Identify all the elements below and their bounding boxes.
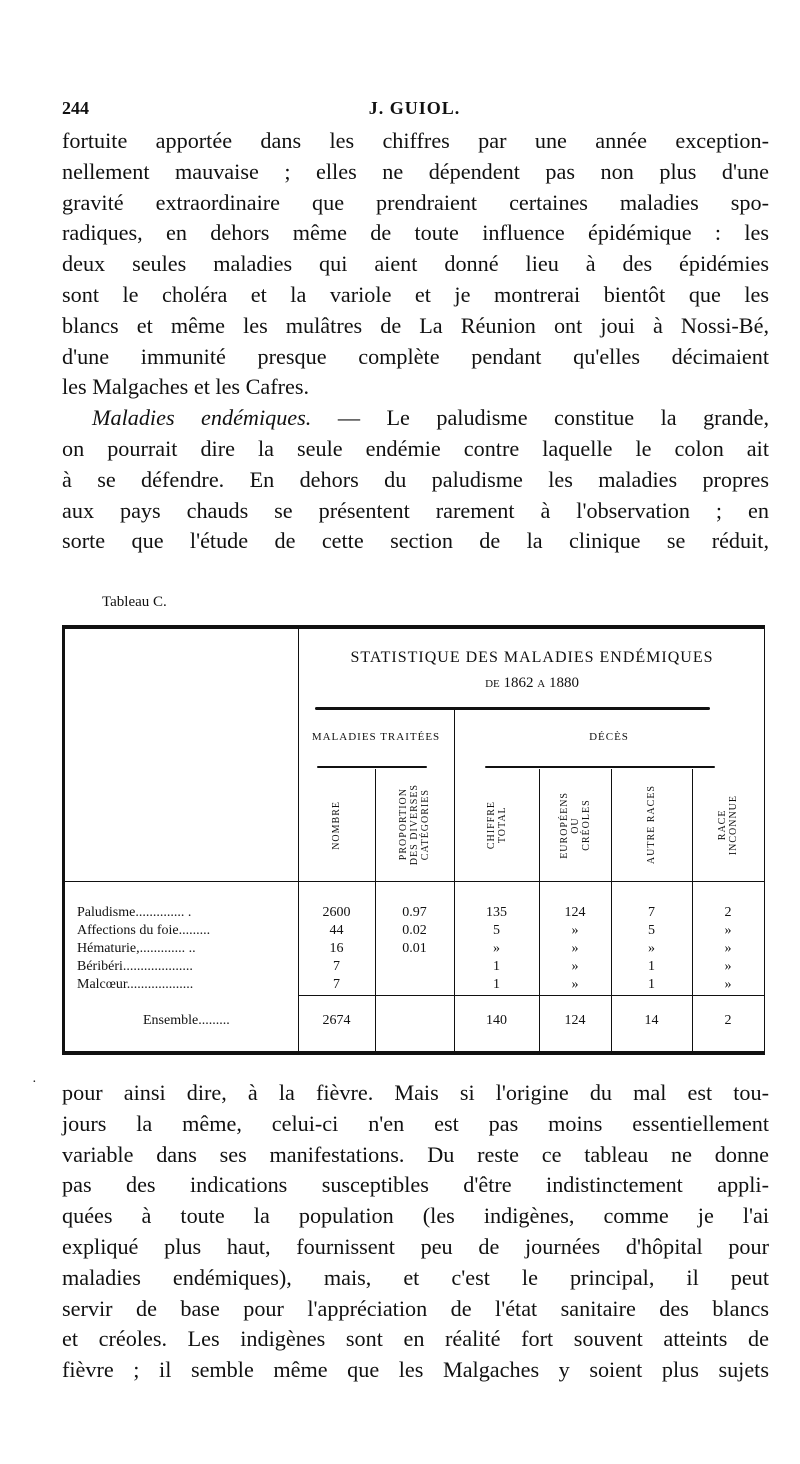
cell: 7 xyxy=(648,905,655,920)
row-label: Béribéri.................... xyxy=(77,959,193,974)
row-label: Malcœur................... xyxy=(77,977,194,992)
text-line: et créoles. Les indigènes sont en réalité fort souvent atteints de xyxy=(62,1326,769,1352)
cell: 1 xyxy=(493,977,500,992)
text-line: à se défendre. En dehors du paludisme les maladies propres xyxy=(62,466,769,492)
page-number: 244 xyxy=(62,98,89,118)
cell: » xyxy=(724,977,732,992)
row-label: Ensemble......... xyxy=(143,1013,230,1028)
cell: » xyxy=(724,941,732,956)
running-header xyxy=(62,98,767,128)
group-header-deaths: DÉCÈS xyxy=(589,731,629,743)
table-label: Tableau C. xyxy=(102,594,167,610)
cell: 2 xyxy=(724,1013,732,1028)
cell: » xyxy=(571,959,579,974)
text-line: variable dans ses manifestations. Du reste ce tableau ne donne xyxy=(62,1141,769,1167)
running-title: J. GUIOL. xyxy=(368,98,461,118)
total-rule xyxy=(298,995,764,996)
cell: 16 xyxy=(329,941,344,956)
text-fragment: — Le paludisme constitue la grande, xyxy=(311,405,769,431)
group-header-treated: MALADIES TRAITÉES xyxy=(311,731,441,743)
cell: 2600 xyxy=(322,905,351,920)
cell: 0.01 xyxy=(402,941,427,956)
table-row xyxy=(65,977,764,995)
cell: 7 xyxy=(333,959,340,974)
table-row xyxy=(65,941,764,959)
cell: 2674 xyxy=(322,1013,351,1028)
row-label: Paludisme.............. . xyxy=(77,905,192,920)
text-line: fièvre ; il semble même que les Malgaches y soient plus sujets xyxy=(62,1357,769,1383)
text-line: on pourrait dire la seule endémie contre laquelle le colon ait xyxy=(62,435,769,461)
cell: » xyxy=(724,959,732,974)
cell: 2 xyxy=(724,905,732,920)
cell: 1 xyxy=(648,977,655,992)
table-row xyxy=(65,959,764,977)
row-label: Affections du foie......... xyxy=(77,923,211,938)
text-line: servir de base pour l'appréciation de l'état sanitaire des blancs xyxy=(62,1295,769,1321)
cell: 124 xyxy=(564,1013,586,1028)
text-line: aux pays chauds se présentent rarement à l'observation ; en xyxy=(62,497,769,523)
cell: » xyxy=(648,941,655,956)
text-line: d'une immunité presque complète pendant qu'elles décimaient xyxy=(62,343,769,369)
table-row xyxy=(65,923,764,941)
cell: » xyxy=(571,923,579,938)
text-line: expliqué plus haut, fournissent peu de journées d'hôpital pour xyxy=(62,1233,769,1259)
text-line: nellement mauvaise ; elles ne dépendent pas non plus d'une xyxy=(62,158,769,184)
text-line: maladies endémiques), mais, et c'est le principal, il peut xyxy=(62,1264,769,1290)
column-header: CHIFFRE TOTAL xyxy=(485,800,508,850)
ornamental-rule xyxy=(485,766,715,768)
cell: 14 xyxy=(644,1013,659,1028)
table-title: STATISTIQUE DES MALADIES ENDÉMIQUES xyxy=(350,649,714,666)
column-header: AUTRE RACES xyxy=(646,785,657,865)
text-block-bottom xyxy=(62,1078,769,1386)
text-line: pas des indications susceptibles d'être indistinctement appli- xyxy=(62,1172,769,1198)
cell: » xyxy=(571,941,579,956)
table-total-row xyxy=(65,1013,764,1031)
text-line: fortuite apportée dans les chiffres par une année exception- xyxy=(62,128,769,153)
margin-dot: · xyxy=(32,1075,37,1090)
cell: 44 xyxy=(329,923,344,938)
ornamental-rule xyxy=(317,766,427,768)
text-line: pour ainsi dire, à la fièvre. Mais si l'origine du mal est tou- xyxy=(62,1080,769,1105)
text-line: jours la même, celui-ci n'en est pas moins essentiellement xyxy=(62,1110,769,1136)
text-line: gravité extraordinaire que prendraient certaines maladies spo- xyxy=(62,189,769,215)
cell: 124 xyxy=(564,905,586,920)
statistics-table xyxy=(32,625,765,1090)
column-header: NOMBRE xyxy=(331,800,342,850)
cell: 0.97 xyxy=(402,905,427,920)
cell: 1 xyxy=(493,959,500,974)
column-header: PROPORTION DES DIVERSES CATÉGORIES xyxy=(398,784,431,866)
text-line: blancs et même les mulâtres de La Réunion ont joui à Nossi-Bé, xyxy=(62,312,769,338)
text-line: sont le choléra et la variole et je montrerai bientôt que les xyxy=(62,281,769,307)
endemic-first-line xyxy=(62,403,769,434)
cell: » xyxy=(493,941,500,956)
cell: 135 xyxy=(486,905,507,920)
text-line: sorte que l'étude de cette section de la clinique se réduit, xyxy=(62,528,769,554)
cell: 1 xyxy=(648,959,655,974)
cell: » xyxy=(571,977,579,992)
ornamental-rule xyxy=(315,707,710,710)
cell: » xyxy=(724,923,732,938)
cell: 7 xyxy=(333,977,340,992)
row-label: Hématurie,............. .. xyxy=(77,941,196,956)
cell: 5 xyxy=(648,923,655,938)
cell: 140 xyxy=(486,1013,507,1028)
text-block-top xyxy=(62,126,769,557)
column-header: RACE INCONNUE xyxy=(717,794,739,856)
header-rule xyxy=(65,881,764,882)
cell: 0.02 xyxy=(402,923,427,938)
text-line: radiques, en dehors même de toute influence épidémique : les xyxy=(62,220,769,246)
cell: 5 xyxy=(493,923,500,938)
text-line: deux seules maladies qui aient donné lieu à des épidémies xyxy=(62,251,769,277)
column-header: EUROPÉENS OU CRÉOLES xyxy=(558,791,592,859)
text-line: les Malgaches et les Cafres. xyxy=(62,374,310,400)
section-heading: Maladies endémiques. xyxy=(92,405,312,431)
table-row xyxy=(65,905,764,923)
table-subtitle: DE 1862 A 1880 xyxy=(485,675,579,691)
text-line: quées à toute la population (les indigènes, comme je l'ai xyxy=(62,1203,769,1229)
